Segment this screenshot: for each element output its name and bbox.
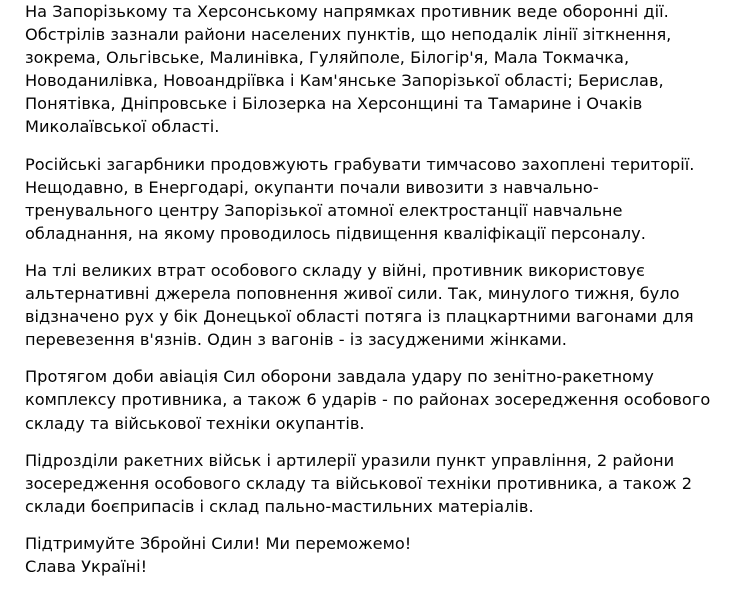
- paragraph-aviation: [25, 365, 731, 434]
- text-line: Нещодавно, в Енергодарі, окупанти почали вивозити з навчально-: [25, 177, 599, 197]
- text-line: зосередження особового складу та військової техніки противника, а також 2: [25, 473, 693, 493]
- text-line: обладнання, на якому проводилось підвищення кваліфікації персоналу.: [25, 223, 646, 243]
- paragraph-closing: [25, 532, 731, 578]
- paragraph-front-situation: [25, 0, 731, 139]
- text-line: відзначено рух у бік Донецької області потяга із плацкартними вагонами для: [25, 307, 694, 327]
- text-line: комплексу противника, а також 6 ударів - по районах зосередження особового: [25, 390, 711, 410]
- text-line: зокрема, Ольгівське, Малинівка, Гуляйполе, Білогір'я, Мала Токмачка,: [25, 48, 630, 68]
- text-line: Підрозділи ракетних військ і артилерії уразили пункт управління, 2 райони: [25, 450, 675, 470]
- text-line: На Запорізькому та Херсонському напрямках противник веде оборонні дії.: [25, 2, 669, 21]
- text-line: перевезення в'язнів. Один з вагонів - із засудженими жінками.: [25, 330, 567, 350]
- paragraph-artillery: [25, 449, 731, 518]
- text-line: Миколаївської області.: [25, 117, 220, 137]
- paragraph-looting: [25, 153, 731, 245]
- text-line: Слава Україні!: [25, 556, 148, 576]
- text-line: тренувального центру Запорізької атомної електростанції навчальне: [25, 200, 623, 220]
- text-line: На тлі великих втрат особового складу у війні, противник використовує: [25, 260, 645, 280]
- text-line: Новоданилівка, Новоандріївка і Кам'янське Запорізької області; Берислав,: [25, 71, 664, 91]
- post-text: [25, 0, 731, 578]
- text-line: Протягом доби авіація Сил оборони завдала удару по зенітно-ракетному: [25, 367, 654, 387]
- text-line: Російські загарбники продовжують грабувати тимчасово захоплені території.: [25, 154, 695, 174]
- text-line: складу та військової техніки окупантів.: [25, 413, 365, 433]
- text-line: Понятівка, Дніпровське і Білозерка на Херсонщині та Тамарине і Очаків: [25, 94, 643, 114]
- text-line: Обстрілів зазнали райони населених пунктів, що неподалік лінії зіткнення,: [25, 25, 672, 45]
- text-line: Підтримуйте Збройні Сили! Ми переможемо!: [25, 533, 412, 553]
- text-line: склади боєприпасів і склад пально-мастильних матеріалів.: [25, 496, 534, 516]
- paragraph-manpower: [25, 259, 731, 351]
- text-line: альтернативні джерела поповнення живої сили. Так, минулого тижня, було: [25, 284, 680, 304]
